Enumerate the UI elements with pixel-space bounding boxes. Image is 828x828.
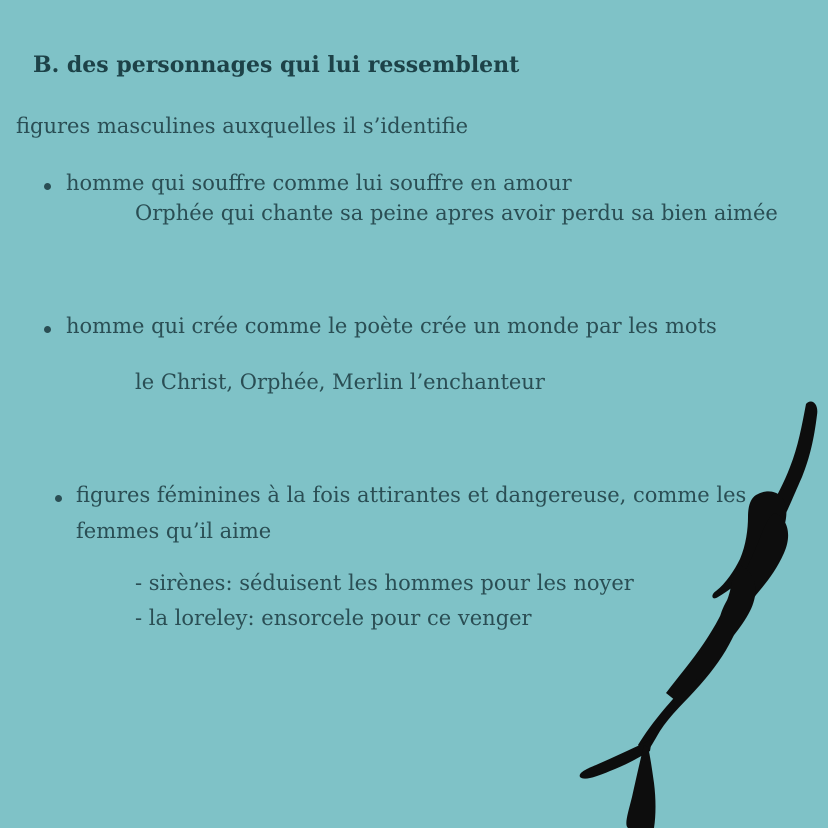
bullet-1-subtext: Orphée qui chante sa peine apres avoir perdu sa bien aimée <box>135 201 778 225</box>
bullet-2-text: homme qui crée comme le poète crée un monde par les mots <box>66 314 717 338</box>
bullet-2-subtext: le Christ, Orphée, Merlin l’enchanteur <box>135 370 545 394</box>
bullet-3-item-loreley: - la loreley: ensorcele pour ce venger <box>135 606 532 630</box>
bullet-3-item-sirenes: - sirènes: séduisent les hommes pour les noyer <box>135 571 634 595</box>
bullet-dot <box>44 183 51 190</box>
bullet-1-text: homme qui souffre comme lui souffre en amour <box>66 171 572 195</box>
section-heading: B. des personnages qui lui ressemblent <box>33 52 520 78</box>
bullet-dot <box>44 326 51 333</box>
bullet-3-line-2: femmes qu’il aime <box>76 519 272 543</box>
mermaid-silhouette-icon <box>570 395 828 828</box>
intro-text: figures masculines auxquelles il s’identifie <box>16 114 469 138</box>
bullet-dot <box>55 495 62 502</box>
bullet-3-line-1: figures féminines à la fois attirantes et dangereuse, comme les <box>76 483 747 507</box>
